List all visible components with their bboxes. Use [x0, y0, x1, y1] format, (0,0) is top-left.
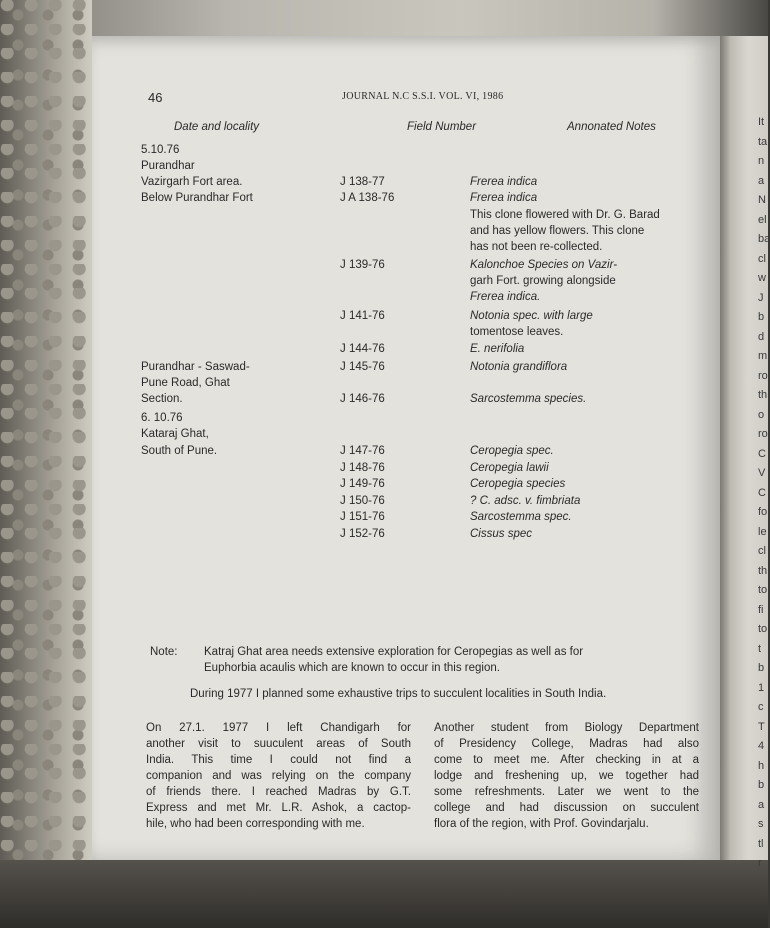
field-number-cell: J 148-76 — [340, 462, 385, 474]
paragraph-line: college and had discussion on succulent — [434, 802, 699, 814]
annotated-note-cell: Frerea indica. — [470, 291, 541, 303]
facing-page-fragment: C — [758, 486, 766, 499]
date-locality-cell: Kataraj Ghat, — [141, 428, 209, 440]
field-number-cell: J 152-76 — [340, 528, 385, 540]
facing-page-fragment: C — [758, 447, 766, 460]
facing-page — [718, 36, 770, 869]
scan-border-top — [0, 0, 768, 40]
date-locality-cell: South of Pune. — [141, 445, 218, 457]
paragraph-line: of friends there. I reached Madras by G.T. — [146, 786, 411, 798]
facing-page-fragment: d — [758, 330, 765, 343]
paragraph-line: Another student from Biology Department — [434, 722, 699, 734]
annotated-note-cell: has not been re-collected. — [470, 241, 603, 253]
paragraph-line: another visit to suuculent areas of South — [146, 738, 411, 750]
running-header: JOURNAL N.C S.S.I. VOL. VI, 1986 — [342, 91, 504, 102]
annotated-note-cell: and has yellow flowers. This clone — [470, 225, 645, 237]
facing-page-fragment: w — [758, 272, 766, 284]
facing-page-fragment: ta — [758, 135, 768, 148]
paragraph-line: lodge and freshening up, we together had — [434, 770, 699, 782]
facing-page-fragment: ba — [758, 233, 770, 245]
paragraph-line: companion and was relying on the company — [146, 770, 411, 782]
annotated-note-cell: E. nerifolia — [470, 343, 525, 355]
date-locality-cell: 6. 10.76 — [141, 412, 183, 424]
date-locality-cell: Below Purandhar Fort — [141, 192, 253, 204]
facing-page-fragment: fi — [758, 603, 764, 616]
annotated-note-cell: ? C. adsc. v. fimbriata — [470, 495, 581, 507]
column-header-field-number: Field Number — [407, 121, 477, 133]
left-paragraph — [146, 720, 411, 832]
page-number: 46 — [148, 90, 163, 105]
field-number-cell: J 138-77 — [340, 176, 385, 188]
field-number-cell: J 144-76 — [340, 343, 385, 355]
facing-page-fragment: th — [758, 389, 768, 401]
annotated-note-cell: Frerea indica — [470, 176, 538, 188]
book-edge-left — [0, 0, 92, 928]
note-label: Note: — [150, 646, 178, 658]
column-header-date: Date and locality — [174, 121, 260, 133]
facing-page-fragment: ro — [758, 369, 768, 382]
facing-page-fragment: fo — [758, 506, 768, 518]
annotated-note-cell: Sarcostemma species. — [470, 393, 587, 405]
facing-page-fragment: cl — [758, 545, 766, 557]
facing-page-fragment: cl — [758, 252, 766, 265]
facing-page-fragment: to — [758, 623, 768, 635]
facing-page-fragment: t — [758, 642, 762, 655]
field-number-cell: J 151-76 — [340, 511, 385, 523]
facing-page-fragment: tl — [758, 837, 764, 850]
date-locality-cell: Pune Road, Ghat — [141, 377, 230, 389]
facing-page-fragment: h — [758, 759, 765, 772]
annotated-note-cell: Ceropegia lawii — [470, 462, 549, 474]
facing-page-fragment: 4 — [758, 740, 765, 752]
journal-page — [92, 36, 720, 860]
right-paragraph — [434, 720, 699, 832]
facing-page-fragment: It — [758, 116, 765, 128]
paragraph-line: India. This time I could not find a — [146, 754, 411, 766]
annotated-note-cell: garh Fort. growing alongside — [470, 275, 616, 287]
column-header-notes: Annonated Notes — [567, 121, 656, 133]
annotated-note-cell: Notonia grandiflora — [470, 361, 568, 373]
note-line-2: Euphorbia acaulis which are known to occur in this region. — [204, 662, 500, 674]
field-number-cell: J 150-76 — [340, 495, 385, 507]
facing-page-fragment: a — [758, 174, 765, 187]
annotated-note-cell: Sarcostemma spec. — [470, 511, 572, 523]
paragraph-line: hile, who had been corresponding with me. — [146, 818, 365, 830]
annotated-note-cell: Notonia spec. with large — [470, 310, 593, 322]
date-locality-cell: Section. — [141, 393, 183, 405]
date-locality-cell: 5.10.76 — [141, 144, 180, 156]
facing-page-fragment: el — [758, 213, 767, 226]
facing-page-fragment: o — [758, 408, 765, 421]
paragraph-line: some refreshments. Later we went to the — [434, 786, 699, 798]
annotated-note-cell: This clone flowered with Dr. G. Barad — [470, 209, 660, 221]
annotated-note-cell: Cissus spec — [470, 528, 532, 540]
facing-page-fragment: V — [758, 467, 766, 479]
field-number-cell: J 145-76 — [340, 361, 385, 373]
facing-page-fragment: n — [758, 155, 765, 167]
annotated-note-cell: Frerea indica — [470, 192, 538, 204]
field-number-cell: J 139-76 — [340, 259, 385, 271]
facing-page-fragment: s — [758, 818, 764, 830]
paragraph-line: come to meet me. After checking in at a — [434, 754, 699, 766]
annotated-note-cell: tomentose leaves. — [470, 326, 564, 338]
facing-page-fragment: J — [758, 291, 764, 304]
field-number-cell: J 141-76 — [340, 310, 385, 322]
facing-page-fragment: m — [758, 350, 768, 362]
field-number-cell: J 146-76 — [340, 393, 385, 405]
facing-page-fragment: th — [758, 564, 768, 577]
facing-page-fragment: 1 — [758, 681, 765, 694]
during-1977-sentence: During 1977 I planned some exhaustive trips to succulent localities in South India. — [190, 688, 607, 700]
paragraph-line: Express and met Mr. L.R. Ashok, a cactop- — [146, 802, 411, 814]
annotated-note-cell: Kalonchoe Species on Vazir- — [470, 259, 618, 271]
facing-page-fragment: to — [758, 584, 768, 596]
field-number-cell: J A 138-76 — [340, 192, 395, 204]
facing-page-fragment: le — [758, 525, 767, 538]
annotated-note-cell: Ceropegia species — [470, 478, 566, 490]
date-locality-cell: Purandhar — [141, 160, 195, 172]
note-line-1: Katraj Ghat area needs extensive exploration for Ceropegias as well as for — [204, 646, 584, 658]
facing-page-fragment: a — [758, 798, 765, 811]
facing-page-fragment: b — [758, 311, 765, 323]
date-locality-cell: Purandhar - Saswad- — [141, 361, 250, 373]
paragraph-line: On 27.1. 1977 I left Chandigarh for — [146, 722, 411, 734]
paragraph-line: flora of the region, with Prof. Govindarjalu. — [434, 818, 649, 830]
field-number-cell: J 149-76 — [340, 478, 385, 490]
annotated-note-cell: Ceropegia spec. — [470, 445, 554, 457]
facing-page-fragment: N — [758, 194, 766, 206]
paragraph-line: of Presidency College, Madras had also — [434, 738, 699, 750]
facing-page-fragment: T — [758, 720, 765, 733]
field-number-cell: J 147-76 — [340, 445, 385, 457]
facing-page-fragment: b — [758, 662, 765, 674]
note-block — [150, 644, 690, 676]
facing-page-fragment: c — [758, 701, 764, 713]
facing-page-fragment: r — [758, 857, 762, 869]
facing-page-fragment: ro — [758, 428, 768, 440]
facing-page-fragment: b — [758, 779, 765, 791]
date-locality-cell: Vazirgarh Fort area. — [141, 176, 243, 188]
scan-border-bottom — [0, 860, 768, 928]
